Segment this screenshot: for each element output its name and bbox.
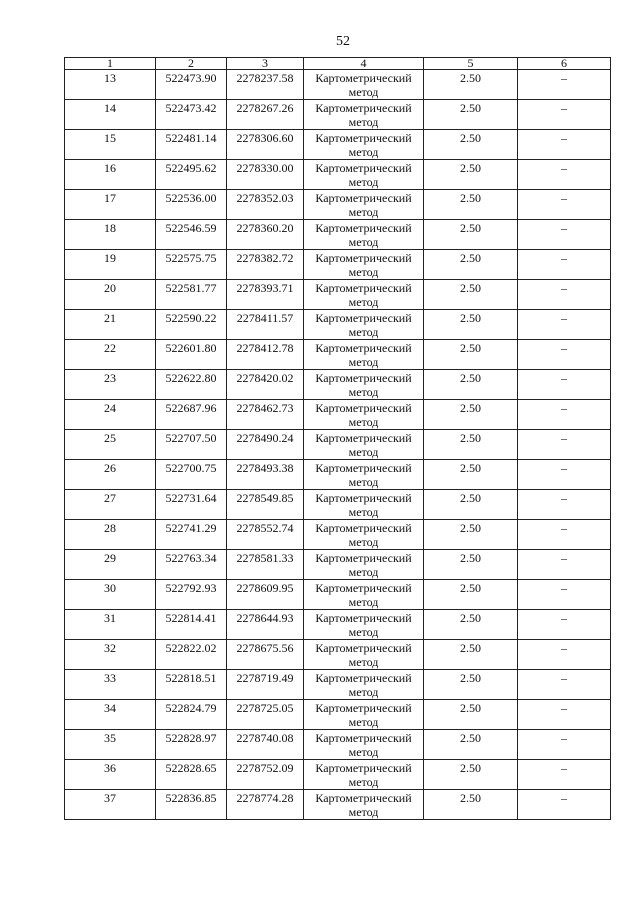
method-cell: Картометрический метод xyxy=(315,71,412,99)
accuracy-cell: 2.50 xyxy=(460,791,481,805)
x-coordinate-cell: 522575.75 xyxy=(165,251,217,265)
method-cell: Картометрический метод xyxy=(315,581,412,609)
accuracy-cell: 2.50 xyxy=(460,701,481,715)
x-coordinate-cell: 522822.02 xyxy=(165,641,217,655)
column-header-6: 6 xyxy=(518,58,611,70)
point-number-cell: 24 xyxy=(104,401,116,415)
method-cell: Картометрический метод xyxy=(315,551,412,579)
table-row xyxy=(65,130,611,160)
point-number-cell: 36 xyxy=(104,761,116,775)
note-cell: – xyxy=(561,671,567,685)
table-row xyxy=(65,610,611,640)
table-row xyxy=(65,70,611,100)
x-coordinate-cell: 522814.41 xyxy=(165,611,217,625)
method-cell: Картометрический метод xyxy=(315,731,412,759)
table-row xyxy=(65,220,611,250)
note-cell: – xyxy=(561,791,567,805)
method-cell: Картометрический метод xyxy=(315,641,412,669)
y-coordinate-cell: 2278237.58 xyxy=(236,71,294,85)
table-row xyxy=(65,190,611,220)
accuracy-cell: 2.50 xyxy=(460,761,481,775)
note-cell: – xyxy=(561,521,567,535)
y-coordinate-cell: 2278552.74 xyxy=(236,521,294,535)
point-number-cell: 21 xyxy=(104,311,116,325)
y-coordinate-cell: 2278420.02 xyxy=(236,371,294,385)
method-cell: Картометрический метод xyxy=(315,161,412,189)
note-cell: – xyxy=(561,371,567,385)
table-row xyxy=(65,340,611,370)
accuracy-cell: 2.50 xyxy=(460,551,481,565)
table-row xyxy=(65,160,611,190)
table-row xyxy=(65,700,611,730)
method-cell: Картометрический метод xyxy=(315,281,412,309)
x-coordinate-cell: 522536.00 xyxy=(165,191,217,205)
x-coordinate-cell: 522601.80 xyxy=(165,341,217,355)
point-number-cell: 22 xyxy=(104,341,116,355)
table-row xyxy=(65,400,611,430)
x-coordinate-cell: 522481.14 xyxy=(165,131,217,145)
point-number-cell: 23 xyxy=(104,371,116,385)
point-number-cell: 34 xyxy=(104,701,116,715)
accuracy-cell: 2.50 xyxy=(460,191,481,205)
note-cell: – xyxy=(561,581,567,595)
y-coordinate-cell: 2278330.00 xyxy=(236,161,294,175)
x-coordinate-cell: 522818.51 xyxy=(165,671,217,685)
x-coordinate-cell: 522763.34 xyxy=(165,551,217,565)
y-coordinate-cell: 2278493.38 xyxy=(236,461,294,475)
table-row xyxy=(65,640,611,670)
table-row xyxy=(65,100,611,130)
x-coordinate-cell: 522741.29 xyxy=(165,521,217,535)
note-cell: – xyxy=(561,341,567,355)
method-cell: Картометрический метод xyxy=(315,341,412,369)
note-cell: – xyxy=(561,311,567,325)
y-coordinate-cell: 2278462.73 xyxy=(236,401,294,415)
x-coordinate-cell: 522473.90 xyxy=(165,71,217,85)
accuracy-cell: 2.50 xyxy=(460,491,481,505)
table-row xyxy=(65,310,611,340)
accuracy-cell: 2.50 xyxy=(460,161,481,175)
accuracy-cell: 2.50 xyxy=(460,341,481,355)
y-coordinate-cell: 2278306.60 xyxy=(236,131,294,145)
accuracy-cell: 2.50 xyxy=(460,521,481,535)
note-cell: – xyxy=(561,401,567,415)
accuracy-cell: 2.50 xyxy=(460,221,481,235)
y-coordinate-cell: 2278382.72 xyxy=(236,251,294,265)
x-coordinate-cell: 522546.59 xyxy=(165,221,217,235)
method-cell: Картометрический метод xyxy=(315,371,412,399)
table-header-row xyxy=(65,58,611,70)
table-row xyxy=(65,550,611,580)
point-number-cell: 25 xyxy=(104,431,116,445)
point-number-cell: 26 xyxy=(104,461,116,475)
method-cell: Картометрический метод xyxy=(315,491,412,519)
y-coordinate-cell: 2278411.57 xyxy=(236,311,294,325)
note-cell: – xyxy=(561,71,567,85)
y-coordinate-cell: 2278352.03 xyxy=(236,191,294,205)
method-cell: Картометрический метод xyxy=(315,431,412,459)
table-row xyxy=(65,730,611,760)
y-coordinate-cell: 2278412.78 xyxy=(236,341,294,355)
y-coordinate-cell: 2278719.49 xyxy=(236,671,294,685)
x-coordinate-cell: 522824.79 xyxy=(165,701,217,715)
method-cell: Картометрический метод xyxy=(315,611,412,639)
point-number-cell: 13 xyxy=(104,71,116,85)
x-coordinate-cell: 522731.64 xyxy=(165,491,217,505)
x-coordinate-cell: 522590.22 xyxy=(165,311,217,325)
x-coordinate-cell: 522473.42 xyxy=(165,101,217,115)
point-number-cell: 32 xyxy=(104,641,116,655)
y-coordinate-cell: 2278740.08 xyxy=(236,731,294,745)
point-number-cell: 16 xyxy=(104,161,116,175)
point-number-cell: 14 xyxy=(104,101,116,115)
method-cell: Картометрический метод xyxy=(315,221,412,249)
method-cell: Картометрический метод xyxy=(315,191,412,219)
y-coordinate-cell: 2278644.93 xyxy=(236,611,294,625)
x-coordinate-cell: 522836.85 xyxy=(165,791,217,805)
point-number-cell: 37 xyxy=(104,791,116,805)
table-row xyxy=(65,460,611,490)
y-coordinate-cell: 2278774.28 xyxy=(236,791,294,805)
table-row xyxy=(65,280,611,310)
accuracy-cell: 2.50 xyxy=(460,101,481,115)
accuracy-cell: 2.50 xyxy=(460,611,481,625)
x-coordinate-cell: 522707.50 xyxy=(165,431,217,445)
note-cell: – xyxy=(561,461,567,475)
x-coordinate-cell: 522495.62 xyxy=(165,161,217,175)
table-row xyxy=(65,490,611,520)
x-coordinate-cell: 522581.77 xyxy=(165,281,217,295)
method-cell: Картометрический метод xyxy=(315,101,412,129)
y-coordinate-cell: 2278675.56 xyxy=(236,641,294,655)
method-cell: Картометрический метод xyxy=(315,701,412,729)
method-cell: Картометрический метод xyxy=(315,251,412,279)
note-cell: – xyxy=(561,191,567,205)
accuracy-cell: 2.50 xyxy=(460,731,481,745)
y-coordinate-cell: 2278490.24 xyxy=(236,431,294,445)
accuracy-cell: 2.50 xyxy=(460,281,481,295)
method-cell: Картометрический метод xyxy=(315,311,412,339)
note-cell: – xyxy=(561,641,567,655)
method-cell: Картометрический метод xyxy=(315,521,412,549)
point-number-cell: 17 xyxy=(104,191,116,205)
page-number: 52 xyxy=(336,34,350,49)
y-coordinate-cell: 2278752.09 xyxy=(236,761,294,775)
note-cell: – xyxy=(561,431,567,445)
accuracy-cell: 2.50 xyxy=(460,671,481,685)
method-cell: Картометрический метод xyxy=(315,131,412,159)
note-cell: – xyxy=(561,221,567,235)
accuracy-cell: 2.50 xyxy=(460,371,481,385)
method-cell: Картометрический метод xyxy=(315,791,412,819)
column-header-5: 5 xyxy=(424,58,518,70)
accuracy-cell: 2.50 xyxy=(460,71,481,85)
note-cell: – xyxy=(561,701,567,715)
method-cell: Картометрический метод xyxy=(315,761,412,789)
note-cell: – xyxy=(561,101,567,115)
table-row xyxy=(65,670,611,700)
method-cell: Картометрический метод xyxy=(315,671,412,699)
y-coordinate-cell: 2278360.20 xyxy=(236,221,294,235)
column-header-2: 2 xyxy=(156,58,227,70)
y-coordinate-cell: 2278549.85 xyxy=(236,491,294,505)
table-row xyxy=(65,520,611,550)
accuracy-cell: 2.50 xyxy=(460,401,481,415)
accuracy-cell: 2.50 xyxy=(460,641,481,655)
note-cell: – xyxy=(561,731,567,745)
point-number-cell: 18 xyxy=(104,221,116,235)
x-coordinate-cell: 522687.96 xyxy=(165,401,217,415)
y-coordinate-cell: 2278725.05 xyxy=(236,701,294,715)
x-coordinate-cell: 522828.97 xyxy=(165,731,217,745)
y-coordinate-cell: 2278581.33 xyxy=(236,551,294,565)
point-number-cell: 35 xyxy=(104,731,116,745)
point-number-cell: 33 xyxy=(104,671,116,685)
table-row xyxy=(65,580,611,610)
column-header-4: 4 xyxy=(304,58,424,70)
table-row xyxy=(65,370,611,400)
accuracy-cell: 2.50 xyxy=(460,431,481,445)
note-cell: – xyxy=(561,491,567,505)
note-cell: – xyxy=(561,761,567,775)
method-cell: Картометрический метод xyxy=(315,461,412,489)
x-coordinate-cell: 522828.65 xyxy=(165,761,217,775)
column-header-1: 1 xyxy=(65,58,156,70)
note-cell: – xyxy=(561,251,567,265)
point-number-cell: 19 xyxy=(104,251,116,265)
point-number-cell: 30 xyxy=(104,581,116,595)
point-number-cell: 29 xyxy=(104,551,116,565)
x-coordinate-cell: 522622.80 xyxy=(165,371,217,385)
point-number-cell: 20 xyxy=(104,281,116,295)
table-row xyxy=(65,790,611,820)
point-number-cell: 28 xyxy=(104,521,116,535)
y-coordinate-cell: 2278393.71 xyxy=(236,281,294,295)
note-cell: – xyxy=(561,551,567,565)
note-cell: – xyxy=(561,131,567,145)
accuracy-cell: 2.50 xyxy=(460,461,481,475)
y-coordinate-cell: 2278267.26 xyxy=(236,101,294,115)
table-row xyxy=(65,250,611,280)
accuracy-cell: 2.50 xyxy=(460,131,481,145)
table-row xyxy=(65,760,611,790)
point-number-cell: 15 xyxy=(104,131,116,145)
point-number-cell: 27 xyxy=(104,491,116,505)
note-cell: – xyxy=(561,281,567,295)
accuracy-cell: 2.50 xyxy=(460,581,481,595)
x-coordinate-cell: 522700.75 xyxy=(165,461,217,475)
accuracy-cell: 2.50 xyxy=(460,311,481,325)
x-coordinate-cell: 522792.93 xyxy=(165,581,217,595)
table-body xyxy=(65,70,611,820)
coordinates-table xyxy=(64,57,611,820)
note-cell: – xyxy=(561,161,567,175)
y-coordinate-cell: 2278609.95 xyxy=(236,581,294,595)
accuracy-cell: 2.50 xyxy=(460,251,481,265)
method-cell: Картометрический метод xyxy=(315,401,412,429)
note-cell: – xyxy=(561,611,567,625)
point-number-cell: 31 xyxy=(104,611,116,625)
table-row xyxy=(65,430,611,460)
column-header-3: 3 xyxy=(227,58,304,70)
